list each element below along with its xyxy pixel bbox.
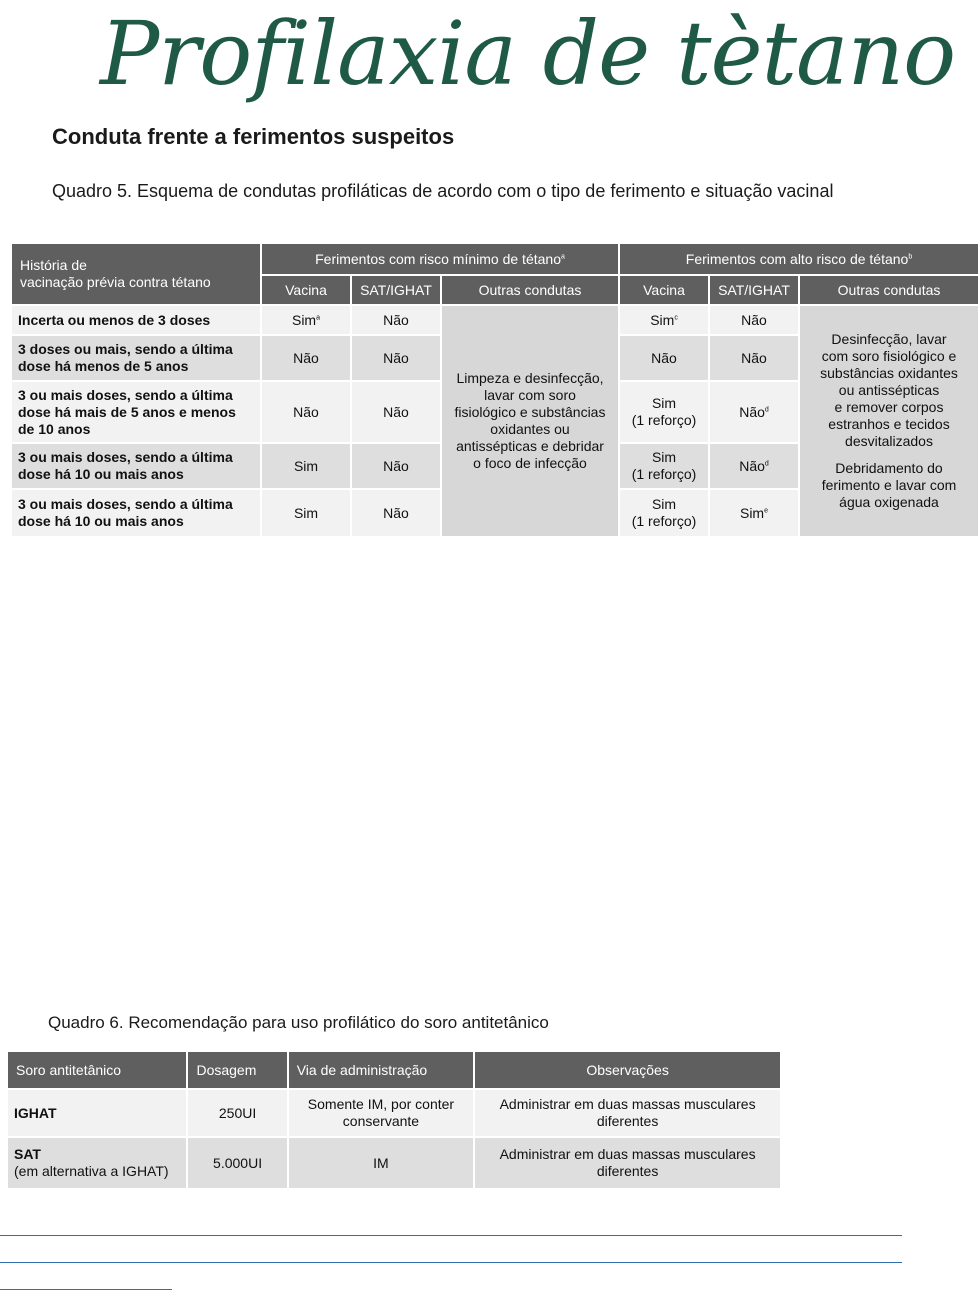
table-row (7, 1137, 781, 1189)
low-sat-cell: Não (351, 489, 441, 537)
history-cell: 3 doses ou mais, sendo a última dose há menos de 5 anos (11, 335, 261, 381)
low-vacina-cell: Sim (261, 443, 351, 489)
high-vacina-cell: Sim (1 reforço) (619, 443, 709, 489)
history-cell: 3 ou mais doses, sendo a última dose há 10 ou mais anos (11, 443, 261, 489)
history-header: História de vacinação prévia contra tétano (11, 243, 261, 305)
soro-header: Soro antitetânico (7, 1051, 187, 1089)
history-cell: 3 ou mais doses, sendo a última dose há 10 ou mais anos (11, 489, 261, 537)
low-vacina-cell: Não (261, 335, 351, 381)
observacoes-header: Observações (474, 1051, 781, 1089)
high-sat-cell: Não$^d$ (709, 381, 799, 443)
table-row (11, 305, 979, 335)
dosagem-cell: 5.000UI (187, 1137, 287, 1189)
high-vacina-cell: Sim (1 reforço) (619, 489, 709, 537)
low-sat-header: SAT/IGHAT (351, 275, 441, 305)
page-title: Profilaxia de tètano (100, 2, 956, 105)
section-heading: Conduta frente a ferimentos suspeitos (52, 124, 455, 149)
low-sat-cell: Não (351, 381, 441, 443)
table-row (7, 1089, 781, 1137)
observacoes-cell: Administrar em duas massas musculares diferentes (474, 1137, 781, 1189)
observacoes-cell: Administrar em duas massas musculares diferentes (474, 1089, 781, 1137)
low-vacina-cell: Sim$^a$ (261, 305, 351, 335)
low-vacina-header: Vacina (261, 275, 351, 305)
divider-line-3 (0, 1289, 172, 1290)
history-cell: 3 ou mais doses, sendo a última dose há mais de 5 anos e menos de 10 anos (11, 381, 261, 443)
dosagem-cell: 250UI (187, 1089, 287, 1137)
soro-cell: IGHAT (7, 1089, 187, 1137)
high-sat-cell: Não$^d$ (709, 443, 799, 489)
high-outras-cell: Desinfecção, lavar com soro fisiológico e substâncias oxidantes ou antissépticas e remover corpos estranhos e tecidos desvitalizados Debridamento do ferimento e lavar com água oxigenada (799, 305, 979, 537)
low-sat-cell: Não (351, 443, 441, 489)
high-sat-header: SAT/IGHAT (709, 275, 799, 305)
divider-line-1 (0, 1235, 902, 1236)
high-sat-cell: Sim$^e$ (709, 489, 799, 537)
table5-caption: Quadro 5. Esquema de condutas profiláticas de acordo com o tipo de ferimento e situação vacinal (52, 181, 834, 201)
low-sat-cell: Não (351, 305, 441, 335)
high-outras-header: Outras condutas (799, 275, 979, 305)
low-sat-cell: Não (351, 335, 441, 381)
high-risk-group-header: Ferimentos com alto risco de tétano$^b$ (619, 243, 979, 275)
via-cell: IM (288, 1137, 474, 1189)
antitetanic-serum-table (6, 1050, 782, 1190)
high-sat-cell: Não (709, 305, 799, 335)
soro-cell: SAT (em alternativa a IGHAT) (7, 1137, 187, 1189)
high-vacina-cell: Não (619, 335, 709, 381)
low-vacina-cell: Não (261, 381, 351, 443)
high-sat-cell: Não (709, 335, 799, 381)
via-cell: Somente IM, por conter conservante (288, 1089, 474, 1137)
divider-line-2 (0, 1262, 902, 1263)
dosagem-header: Dosagem (187, 1051, 287, 1089)
history-cell: Incerta ou menos de 3 doses (11, 305, 261, 335)
low-outras-cell: Limpeza e desinfecção, lavar com soro fisiológico e substâncias oxidantes ou antissépticas e debridar o foco de infecção (441, 305, 619, 537)
table6-caption: Quadro 6. Recomendação para uso profilático do soro antitetânico (48, 1013, 549, 1032)
high-vacina-cell: Sim$^c$ (619, 305, 709, 335)
tetanus-conduct-table (10, 242, 980, 538)
low-risk-group-header: Ferimentos com risco mínimo de tétano$^a$ (261, 243, 619, 275)
high-vacina-header: Vacina (619, 275, 709, 305)
low-outras-header: Outras condutas (441, 275, 619, 305)
high-vacina-cell: Sim (1 reforço) (619, 381, 709, 443)
via-header: Via de administração (288, 1051, 474, 1089)
low-vacina-cell: Sim (261, 489, 351, 537)
